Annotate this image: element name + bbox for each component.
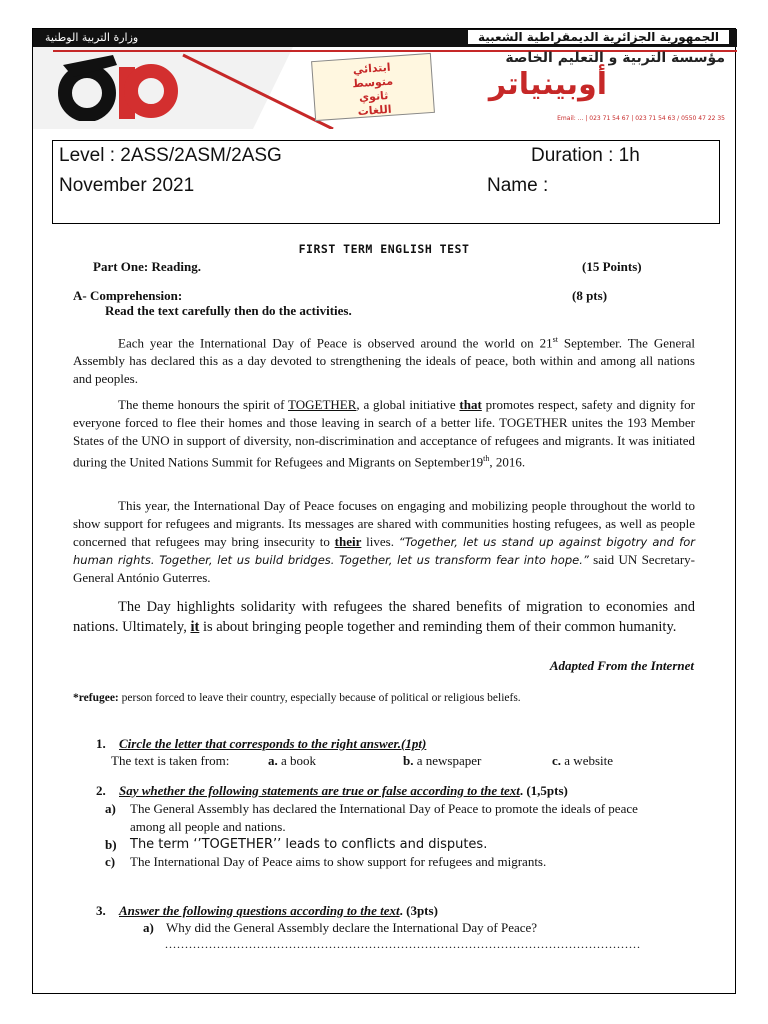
- text-paragraph-3: [73, 497, 695, 587]
- text-run: , a global initiative: [356, 397, 460, 412]
- q1-number: 1.: [96, 736, 106, 751]
- section-a-instruction: Read the text carefully then do the activities.: [105, 303, 352, 318]
- q2-c-text: The International Day of Peace aims to show support for refugees and migrants.: [130, 854, 547, 869]
- badge-line: ابتدائي: [352, 60, 392, 77]
- q3-number: 3.: [96, 903, 106, 918]
- q1-stem: The text is taken from:: [111, 753, 230, 768]
- q3-a-text: Why did the General Assembly declare the International Day of Peace?: [166, 920, 538, 935]
- option-letter: a.: [268, 753, 278, 768]
- text-run: Each year the International Day of Peace is observed around the world on 21: [118, 335, 553, 351]
- brand-name: أوبينياتر: [488, 67, 607, 102]
- text-run: September. The General Assembly has declared this as a day devoted to strengthening the ideals of peace, both within and among all nations and peoples.: [73, 335, 695, 387]
- q2-heading: [119, 782, 568, 800]
- option-letter: b.: [403, 753, 414, 768]
- option-text: a newspaper: [413, 753, 482, 768]
- date-label: November 2021: [59, 175, 195, 196]
- levels-badge: [311, 53, 435, 121]
- q2-heading-text: Say whether the following statements are true or false according to the text: [119, 783, 520, 798]
- underlined-word: TOGETHER: [288, 397, 357, 412]
- badge-line: متوسط: [351, 74, 394, 91]
- section-a-points: (8 pts): [572, 288, 608, 303]
- ministry-label: وزارة التربية الوطنية: [45, 31, 139, 44]
- footnote: [73, 689, 521, 707]
- q1-heading: Circle the letter that corresponds to the right answer.(1pt): [119, 736, 427, 751]
- header-top-strip: [33, 29, 737, 47]
- q2-c-letter: c): [105, 854, 116, 869]
- contact-line: Email: ... | 023 71 54 67 | 023 71 54 63 / 0550 47 22 35: [557, 115, 725, 122]
- text-run: lives.: [361, 534, 399, 549]
- badge-line: اللغات: [357, 102, 392, 119]
- q2-points: . (1,5pts): [519, 783, 568, 798]
- op-logo-icon: [53, 55, 203, 121]
- q1-option-c[interactable]: [552, 752, 613, 770]
- q1-option-a[interactable]: [268, 752, 316, 770]
- info-box: [52, 140, 720, 224]
- q2-b-text: The term ‘’TOGETHER’’ leads to conflicts and disputes.: [130, 837, 488, 852]
- q1-option-b[interactable]: [403, 752, 481, 770]
- section-a-label: A- Comprehension:: [73, 288, 183, 303]
- duration-label: Duration : 1h: [531, 145, 640, 166]
- q3-heading: [119, 902, 438, 920]
- q3-heading-text: Answer the following questions according to the text: [119, 903, 400, 918]
- part-one-label: Part One: Reading.: [93, 259, 201, 274]
- q2-a-text: The General Assembly has declared the International Day of Peace to promote the ideals of peace: [130, 801, 638, 816]
- q3-a-letter: a): [143, 920, 154, 935]
- q2-b-letter: b): [105, 837, 117, 852]
- school-title: مؤسسة التربية و التعليم الخاصة: [505, 50, 725, 66]
- badge-line: ثانوي: [358, 88, 389, 104]
- level-label: Level : 2ASS/2ASM/2ASG: [59, 145, 282, 166]
- footnote-definition: person forced to leave their country, especially because of political or religious beliefs.: [118, 692, 521, 704]
- text-paragraph-4: [73, 598, 695, 637]
- test-title: FIRST TERM ENGLISH TEST: [298, 242, 470, 256]
- answer-line[interactable]: .......................................................................................................................: [165, 937, 641, 951]
- text-run: This year, the International Day of Peace focuses on engaging and mobilizing people throughout the world to show support for refugees and migrants. Its messages are shared with communities hosting refugees, as well as people concerned that refugees may bring insecurity to: [73, 498, 695, 549]
- option-text: a book: [277, 753, 317, 768]
- text-run: The Day highlights solidarity with refugees the shared benefits of migration to economies and nations. Ultimately,: [73, 599, 695, 635]
- q2-number: 2.: [96, 783, 106, 798]
- text-run: is about bringing people together and reminding them of their common humanity.: [199, 618, 677, 635]
- text-run: promotes respect, safety and dignity for everyone forced to flee their homes and those leaving in search of a better life. TOGETHER unites the 193 Member States of the UNO in support of diversity, non-discrimination and acceptance of refugees and migrants. It was initiated during the United Nations Summit for Refugees and Migrants on September19: [73, 397, 696, 470]
- underlined-bold-word: that: [459, 397, 482, 412]
- text-run: The theme honours the spirit of: [118, 397, 289, 412]
- q2-a-letter: a): [105, 801, 116, 816]
- q3-points: . (3pts): [399, 903, 438, 918]
- underlined-bold-word: their: [334, 534, 362, 549]
- q2-a-text-cont: among all people and nations.: [130, 819, 286, 834]
- option-text: a website: [561, 753, 614, 768]
- underlined-bold-word: it: [190, 618, 200, 635]
- superscript: th: [483, 454, 490, 463]
- footnote-term: *refugee:: [73, 692, 119, 704]
- text-run: , 2016.: [489, 454, 526, 470]
- superscript: st: [552, 335, 558, 344]
- quote: “Together, let us stand up against bigotry and for human rights. Together, let us build bridges. Together, let us transform fear into hope.”: [73, 535, 695, 567]
- text-paragraph-1: [73, 331, 695, 388]
- school-header: [33, 29, 737, 129]
- name-label: Name :: [487, 175, 549, 196]
- part-one-points: (15 Points): [582, 259, 642, 274]
- source-label: Adapted From the Internet: [549, 658, 694, 673]
- text-run: said UN Secretary-General António Guterres.: [73, 552, 695, 585]
- republic-label: الجمهورية الجزائرية الديمقراطية الشعبية: [468, 30, 729, 44]
- text-paragraph-2: [73, 396, 695, 471]
- option-letter: c.: [552, 753, 562, 768]
